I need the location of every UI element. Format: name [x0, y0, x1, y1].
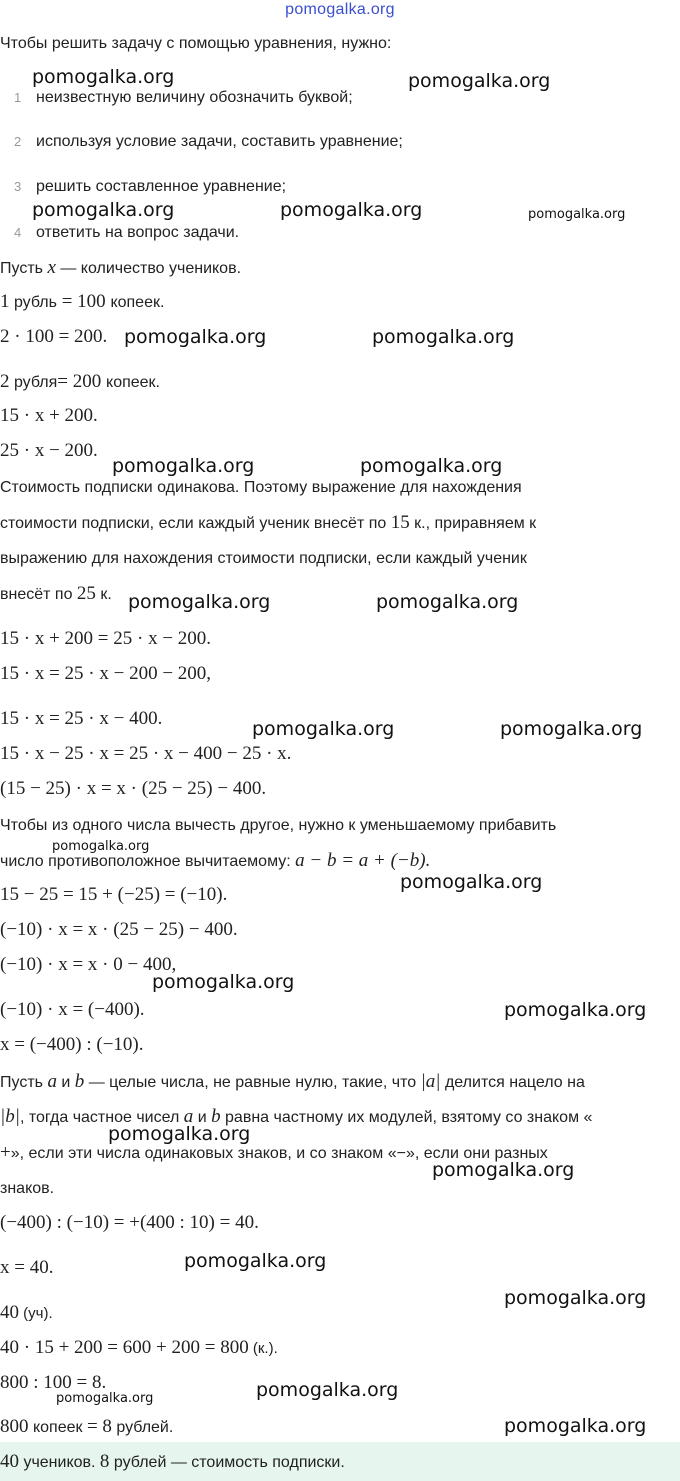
watermark: pomogalka.org [108, 1123, 251, 1145]
text: число противоположное вычитаемому: [0, 853, 296, 870]
text: копеек. [106, 374, 160, 391]
calc-line: 2 · 100 = 200. [0, 326, 108, 347]
step-number: 4 [14, 225, 22, 240]
equation: x = (−400) : (−10). [0, 1034, 144, 1055]
watermark: pomogalka.org [408, 70, 551, 92]
math: = 100 [56, 291, 111, 312]
equation: 15 · x = 25 · x − 200 − 200, [0, 663, 212, 684]
answer-line [0, 1450, 345, 1475]
math: a [47, 1071, 57, 1092]
equation: (−400) : (−10) = +(400 : 10) = 40. [0, 1212, 259, 1233]
equation: 15 − 25 = 15 + (−25) = (−10). [0, 884, 228, 905]
watermark: pomogalka.org [432, 1159, 575, 1181]
equation: (−10) · x = (−400). [0, 999, 145, 1020]
math: 40 [0, 1451, 19, 1472]
text: — количество учеников. [55, 260, 242, 277]
watermark: pomogalka.org [32, 66, 175, 88]
watermark: pomogalka.org [56, 1391, 154, 1406]
paragraph-line: выражению для нахождения стоимости подписки, если каждый ученик [0, 550, 527, 567]
expression-1: 15 · x + 200. [0, 405, 98, 426]
text: (к.). [248, 1340, 278, 1357]
text: , тогда частное чисел [19, 1109, 184, 1126]
watermark: pomogalka.org [504, 1415, 647, 1437]
rule-line [0, 1070, 585, 1095]
result-line [0, 1336, 278, 1361]
math: 2 [0, 371, 10, 392]
math: 8 [99, 1451, 110, 1472]
paragraph-line [0, 582, 112, 607]
equation: (−10) · x = x · 0 − 400, [0, 954, 177, 975]
rule-line: Чтобы из одного числа вычесть другое, нужно к уменьшаемому прибавить [0, 817, 557, 834]
text: (уч). [19, 1305, 53, 1322]
math: |b| [0, 1106, 20, 1127]
watermark: pomogalka.org [32, 199, 175, 221]
watermark: pomogalka.org [504, 1287, 647, 1309]
math: |a| [420, 1071, 441, 1092]
watermark: pomogalka.org [128, 591, 271, 613]
text: копеек. [110, 294, 165, 311]
answer-box [0, 1442, 680, 1481]
text: и [56, 1074, 75, 1091]
text: Пусть [0, 1074, 48, 1091]
equation: 15 · x = 25 · x − 400. [0, 708, 163, 729]
rule-line: знаков. [0, 1180, 55, 1197]
text: делится нацело на [440, 1074, 585, 1091]
text: рубля [9, 374, 58, 391]
watermark: pomogalka.org [256, 1379, 399, 1401]
math: x [47, 257, 56, 278]
math: 40 [0, 1302, 19, 1323]
text: рублей — стоимость подписки. [109, 1454, 345, 1471]
step-text: используя условие задачи, составить уравнение; [36, 133, 403, 150]
watermark: pomogalka.org [400, 871, 543, 893]
result-line: 800 : 100 = 8. [0, 1372, 107, 1393]
text: учеников. [19, 1454, 100, 1471]
text: рубль [9, 294, 57, 311]
watermark: pomogalka.org [124, 326, 267, 348]
math: a [183, 1106, 194, 1127]
math: 1 [0, 291, 10, 312]
step-text: решить составленное уравнение; [36, 178, 287, 195]
watermark: pomogalka.org [52, 839, 150, 854]
math: b [211, 1106, 221, 1127]
math: 15 [390, 512, 410, 533]
watermark: pomogalka.org [376, 591, 519, 613]
math: 800 [0, 1416, 29, 1437]
watermark: pomogalka.org [112, 455, 255, 477]
math: a − b = a + (−b). [295, 850, 431, 871]
text: — целые числа, не равные нулю, такие, что [84, 1074, 421, 1091]
text: к. [95, 586, 112, 603]
rouble-line-2 [0, 370, 160, 395]
math: 25 [76, 583, 96, 604]
text: », если эти числа одинаковых знаков, и со знаком «−», если они разных [10, 1145, 548, 1162]
math: = 200 [57, 371, 107, 392]
math: 40 · 15 + 200 = 600 + 200 = 800 [0, 1337, 249, 1358]
intro-text: Чтобы решить задачу с помощью уравнения, нужно: [0, 35, 392, 52]
step-number: 2 [14, 134, 22, 149]
equation: 15 · x − 25 · x = 25 · x − 400 − 25 · x. [0, 743, 292, 764]
math: b [74, 1071, 85, 1092]
text: внесёт по [0, 586, 77, 603]
text: копеек [28, 1419, 87, 1436]
step-number: 1 [14, 90, 22, 105]
header-watermark: pomogalka.org [285, 1, 395, 18]
text: и [193, 1109, 212, 1126]
watermark: pomogalka.org [372, 326, 515, 348]
watermark: pomogalka.org [152, 971, 295, 993]
watermark: pomogalka.org [252, 718, 395, 740]
math: + [0, 1142, 11, 1163]
math: = 8 [86, 1416, 112, 1437]
equation: 15 · x + 200 = 25 · x − 200. [0, 628, 212, 649]
watermark: pomogalka.org [504, 999, 647, 1021]
step-text: неизвестную величину обозначить буквой; [36, 89, 353, 106]
text: Пусть [0, 260, 48, 277]
result-line [0, 1415, 173, 1440]
watermark: pomogalka.org [528, 207, 626, 222]
rule-line [0, 1105, 592, 1130]
result-line [0, 1301, 53, 1326]
rouble-line-1 [0, 290, 164, 315]
equation: (15 − 25) · x = x · (25 − 25) − 400. [0, 778, 267, 799]
paragraph-line: Стоимость подписки одинакова. Поэтому выражение для нахождения [0, 479, 522, 496]
watermark: pomogalka.org [500, 718, 643, 740]
text: равна частному их модулей, взятому со знаком « [220, 1109, 593, 1126]
step-text: ответить на вопрос задачи. [36, 224, 240, 241]
watermark: pomogalka.org [280, 199, 423, 221]
step-number: 3 [14, 179, 22, 194]
watermark: pomogalka.org [184, 1250, 327, 1272]
text: к., приравняем к [409, 515, 537, 532]
equation: (−10) · x = x · (25 − 25) − 400. [0, 919, 238, 940]
expression-2: 25 · x − 200. [0, 440, 98, 461]
paragraph-line [0, 511, 536, 536]
text: стоимости подписки, если каждый ученик внесёт по [0, 515, 391, 532]
watermark: pomogalka.org [360, 455, 503, 477]
equation: x = 40. [0, 1257, 54, 1278]
text: рублей. [111, 1419, 174, 1436]
let-x-line [0, 256, 241, 281]
